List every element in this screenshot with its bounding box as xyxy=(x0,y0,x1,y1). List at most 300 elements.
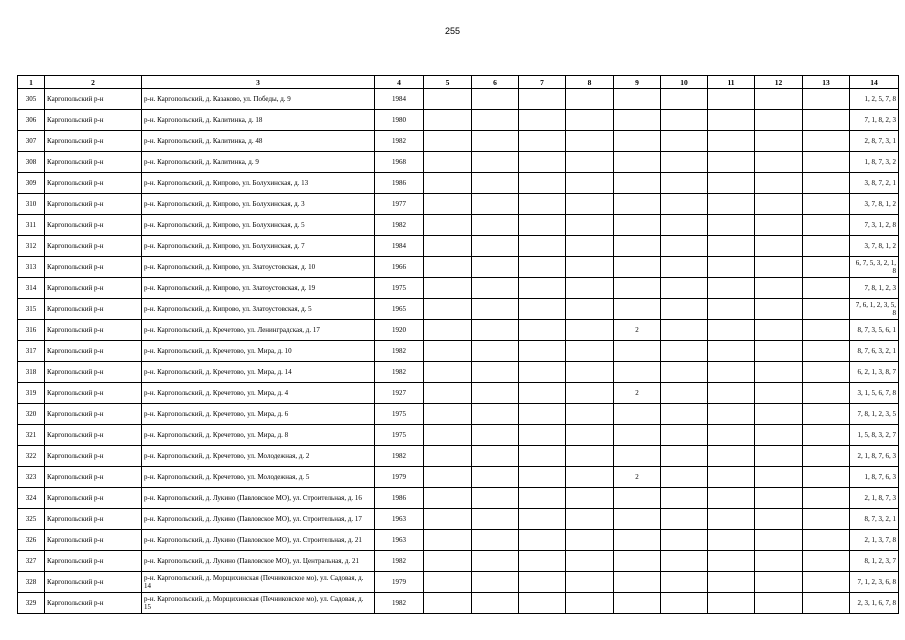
header-row xyxy=(18,76,899,89)
row-number-cell: 325 xyxy=(18,509,45,530)
empty-cell xyxy=(803,278,850,299)
empty-cell xyxy=(755,404,803,425)
empty-cell xyxy=(708,320,755,341)
district-cell: Каргопольский р-н xyxy=(45,404,142,425)
column-14-cell: 7, 3, 1, 2, 8 xyxy=(850,215,899,236)
empty-cell xyxy=(803,152,850,173)
column-9-cell xyxy=(614,173,661,194)
address-cell: р-н. Каргопольский, д. Кипрово, ул. Златоустовская, д. 10 xyxy=(142,257,375,278)
empty-cell xyxy=(803,173,850,194)
column-9-cell xyxy=(614,236,661,257)
empty-cell xyxy=(755,362,803,383)
empty-cell xyxy=(424,299,472,320)
empty-cell xyxy=(519,530,566,551)
empty-cell xyxy=(708,341,755,362)
empty-cell xyxy=(472,236,519,257)
empty-cell xyxy=(472,488,519,509)
empty-cell xyxy=(566,362,614,383)
empty-cell xyxy=(661,257,708,278)
empty-cell xyxy=(472,530,519,551)
year-cell: 1980 xyxy=(375,110,424,131)
empty-cell xyxy=(519,509,566,530)
row-number-cell: 309 xyxy=(18,173,45,194)
year-cell: 1965 xyxy=(375,299,424,320)
district-cell: Каргопольский р-н xyxy=(45,278,142,299)
empty-cell xyxy=(803,383,850,404)
year-cell: 1982 xyxy=(375,341,424,362)
empty-cell xyxy=(755,215,803,236)
district-cell: Каргопольский р-н xyxy=(45,320,142,341)
empty-cell xyxy=(708,551,755,572)
table-row xyxy=(18,551,899,572)
year-cell: 1984 xyxy=(375,236,424,257)
empty-cell xyxy=(803,257,850,278)
district-cell: Каргопольский р-н xyxy=(45,509,142,530)
empty-cell xyxy=(519,467,566,488)
empty-cell xyxy=(472,152,519,173)
empty-cell xyxy=(755,551,803,572)
year-cell: 1982 xyxy=(375,215,424,236)
empty-cell xyxy=(755,194,803,215)
empty-cell xyxy=(472,299,519,320)
address-cell: р-н. Каргопольский, д. Кречетово, ул. Ленинградская, д. 17 xyxy=(142,320,375,341)
empty-cell xyxy=(755,383,803,404)
empty-cell xyxy=(424,572,472,593)
empty-cell xyxy=(472,341,519,362)
district-cell: Каргопольский р-н xyxy=(45,152,142,173)
column-14-cell: 7, 1, 8, 2, 3 xyxy=(850,110,899,131)
address-cell: р-н. Каргопольский, д. Кречетово, ул. Мира, д. 8 xyxy=(142,425,375,446)
column-9-cell xyxy=(614,446,661,467)
column-header: 7 xyxy=(519,76,566,89)
empty-cell xyxy=(472,572,519,593)
empty-cell xyxy=(755,320,803,341)
empty-cell xyxy=(661,530,708,551)
empty-cell xyxy=(803,530,850,551)
empty-cell xyxy=(519,152,566,173)
empty-cell xyxy=(803,593,850,614)
column-14-cell: 7, 6, 1, 2, 3, 5, 8 xyxy=(850,299,899,320)
empty-cell xyxy=(755,278,803,299)
table-row xyxy=(18,299,899,320)
row-number-cell: 312 xyxy=(18,236,45,257)
empty-cell xyxy=(755,509,803,530)
empty-cell xyxy=(661,299,708,320)
empty-cell xyxy=(424,551,472,572)
empty-cell xyxy=(566,278,614,299)
column-14-cell: 1, 2, 5, 7, 8 xyxy=(850,89,899,110)
column-header: 5 xyxy=(424,76,472,89)
table-row xyxy=(18,404,899,425)
empty-cell xyxy=(803,425,850,446)
column-9-cell: 2 xyxy=(614,467,661,488)
empty-cell xyxy=(566,236,614,257)
empty-cell xyxy=(708,446,755,467)
empty-cell xyxy=(803,194,850,215)
table-row xyxy=(18,530,899,551)
empty-cell xyxy=(755,572,803,593)
empty-cell xyxy=(708,404,755,425)
empty-cell xyxy=(566,89,614,110)
year-cell: 1982 xyxy=(375,446,424,467)
empty-cell xyxy=(708,278,755,299)
row-number-cell: 311 xyxy=(18,215,45,236)
empty-cell xyxy=(566,593,614,614)
table-row xyxy=(18,110,899,131)
year-cell: 1986 xyxy=(375,488,424,509)
empty-cell xyxy=(424,152,472,173)
column-header: 6 xyxy=(472,76,519,89)
empty-cell xyxy=(708,299,755,320)
address-cell: р-н. Каргопольский, д. Кречетово, ул. Молодежная, д. 2 xyxy=(142,446,375,467)
empty-cell xyxy=(803,341,850,362)
empty-cell xyxy=(519,110,566,131)
empty-cell xyxy=(566,320,614,341)
empty-cell xyxy=(472,89,519,110)
row-number-cell: 307 xyxy=(18,131,45,152)
register-table xyxy=(17,75,899,614)
empty-cell xyxy=(519,215,566,236)
empty-cell xyxy=(661,383,708,404)
empty-cell xyxy=(424,467,472,488)
address-cell: р-н. Каргопольский, д. Кречетово, ул. Мира, д. 4 xyxy=(142,383,375,404)
empty-cell xyxy=(519,551,566,572)
empty-cell xyxy=(755,110,803,131)
empty-cell xyxy=(519,299,566,320)
column-header: 11 xyxy=(708,76,755,89)
empty-cell xyxy=(566,257,614,278)
empty-cell xyxy=(472,131,519,152)
year-cell: 1984 xyxy=(375,89,424,110)
empty-cell xyxy=(424,215,472,236)
column-header: 4 xyxy=(375,76,424,89)
column-14-cell: 8, 7, 3, 2, 1 xyxy=(850,509,899,530)
column-9-cell: 2 xyxy=(614,383,661,404)
empty-cell xyxy=(472,278,519,299)
empty-cell xyxy=(566,488,614,509)
table-row xyxy=(18,131,899,152)
year-cell: 1968 xyxy=(375,152,424,173)
address-cell: р-н. Каргопольский, д. Кипрово, ул. Златоустовская, д. 5 xyxy=(142,299,375,320)
empty-cell xyxy=(803,320,850,341)
column-header: 8 xyxy=(566,76,614,89)
column-9-cell: 2 xyxy=(614,320,661,341)
column-14-cell: 1, 8, 7, 3, 2 xyxy=(850,152,899,173)
empty-cell xyxy=(519,593,566,614)
column-9-cell xyxy=(614,89,661,110)
address-cell: р-н. Каргопольский, д. Морщихинская (Печниковское мо), ул. Садовая, д. 14 xyxy=(142,572,375,593)
table-row xyxy=(18,173,899,194)
column-header: 9 xyxy=(614,76,661,89)
table-row xyxy=(18,215,899,236)
empty-cell xyxy=(566,404,614,425)
district-cell: Каргопольский р-н xyxy=(45,488,142,509)
empty-cell xyxy=(424,89,472,110)
empty-cell xyxy=(472,551,519,572)
empty-cell xyxy=(661,89,708,110)
address-cell: р-н. Каргопольский, д. Лукино (Павловское МО), ул. Строительная, д. 17 xyxy=(142,509,375,530)
address-cell: р-н. Каргопольский, д. Лукино (Павловское МО), ул. Строительная, д. 16 xyxy=(142,488,375,509)
empty-cell xyxy=(519,89,566,110)
empty-cell xyxy=(566,299,614,320)
table-row xyxy=(18,89,899,110)
empty-cell xyxy=(424,530,472,551)
row-number-cell: 316 xyxy=(18,320,45,341)
empty-cell xyxy=(803,572,850,593)
empty-cell xyxy=(566,383,614,404)
empty-cell xyxy=(755,173,803,194)
page-number: 255 xyxy=(444,26,461,36)
empty-cell xyxy=(661,194,708,215)
address-cell: р-н. Каргопольский, д. Казаково, ул. Победы, д. 9 xyxy=(142,89,375,110)
empty-cell xyxy=(661,404,708,425)
empty-cell xyxy=(661,152,708,173)
table-body xyxy=(18,89,899,614)
row-number-cell: 310 xyxy=(18,194,45,215)
empty-cell xyxy=(519,257,566,278)
empty-cell xyxy=(519,404,566,425)
district-cell: Каргопольский р-н xyxy=(45,257,142,278)
column-14-cell: 6, 7, 5, 3, 2, 1, 8 xyxy=(850,257,899,278)
column-14-cell: 8, 1, 2, 3, 7 xyxy=(850,551,899,572)
empty-cell xyxy=(424,425,472,446)
column-9-cell xyxy=(614,257,661,278)
address-cell: р-н. Каргопольский, д. Кипрово, ул. Болухинская, д. 3 xyxy=(142,194,375,215)
empty-cell xyxy=(566,509,614,530)
row-number-cell: 319 xyxy=(18,383,45,404)
column-9-cell xyxy=(614,362,661,383)
empty-cell xyxy=(803,404,850,425)
district-cell: Каргопольский р-н xyxy=(45,593,142,614)
district-cell: Каргопольский р-н xyxy=(45,383,142,404)
column-9-cell xyxy=(614,110,661,131)
column-9-cell xyxy=(614,509,661,530)
empty-cell xyxy=(472,509,519,530)
empty-cell xyxy=(755,488,803,509)
address-cell: р-н. Каргопольский, д. Лукино (Павловское МО), ул. Строительная, д. 21 xyxy=(142,530,375,551)
column-14-cell: 7, 8, 1, 2, 3 xyxy=(850,278,899,299)
column-header: 3 xyxy=(142,76,375,89)
empty-cell xyxy=(519,488,566,509)
empty-cell xyxy=(519,446,566,467)
table-row xyxy=(18,446,899,467)
table-row xyxy=(18,572,899,593)
empty-cell xyxy=(755,152,803,173)
empty-cell xyxy=(472,362,519,383)
column-9-cell xyxy=(614,530,661,551)
empty-cell xyxy=(708,257,755,278)
row-number-cell: 321 xyxy=(18,425,45,446)
district-cell: Каргопольский р-н xyxy=(45,425,142,446)
empty-cell xyxy=(566,467,614,488)
empty-cell xyxy=(519,383,566,404)
empty-cell xyxy=(661,236,708,257)
district-cell: Каргопольский р-н xyxy=(45,110,142,131)
district-cell: Каргопольский р-н xyxy=(45,551,142,572)
empty-cell xyxy=(755,257,803,278)
empty-cell xyxy=(708,530,755,551)
empty-cell xyxy=(708,425,755,446)
table-row xyxy=(18,467,899,488)
year-cell: 1966 xyxy=(375,257,424,278)
column-9-cell xyxy=(614,278,661,299)
empty-cell xyxy=(755,131,803,152)
row-number-cell: 314 xyxy=(18,278,45,299)
empty-cell xyxy=(661,572,708,593)
empty-cell xyxy=(661,425,708,446)
empty-cell xyxy=(424,194,472,215)
empty-cell xyxy=(519,572,566,593)
empty-cell xyxy=(708,110,755,131)
year-cell: 1963 xyxy=(375,509,424,530)
column-9-cell xyxy=(614,488,661,509)
district-cell: Каргопольский р-н xyxy=(45,446,142,467)
column-14-cell: 2, 8, 7, 3, 1 xyxy=(850,131,899,152)
table-row xyxy=(18,236,899,257)
empty-cell xyxy=(472,257,519,278)
address-cell: р-н. Каргопольский, д. Калитинка, д. 48 xyxy=(142,131,375,152)
column-14-cell: 3, 1, 5, 6, 7, 8 xyxy=(850,383,899,404)
row-number-cell: 315 xyxy=(18,299,45,320)
column-header: 2 xyxy=(45,76,142,89)
empty-cell xyxy=(566,572,614,593)
empty-cell xyxy=(755,446,803,467)
row-number-cell: 306 xyxy=(18,110,45,131)
empty-cell xyxy=(472,593,519,614)
empty-cell xyxy=(708,488,755,509)
empty-cell xyxy=(566,425,614,446)
column-9-cell xyxy=(614,572,661,593)
empty-cell xyxy=(566,215,614,236)
year-cell: 1982 xyxy=(375,593,424,614)
empty-cell xyxy=(708,362,755,383)
empty-cell xyxy=(424,320,472,341)
address-cell: р-н. Каргопольский, д. Кипрово, ул. Златоустовская, д. 19 xyxy=(142,278,375,299)
row-number-cell: 320 xyxy=(18,404,45,425)
empty-cell xyxy=(803,89,850,110)
empty-cell xyxy=(661,362,708,383)
empty-cell xyxy=(424,110,472,131)
table-row xyxy=(18,152,899,173)
empty-cell xyxy=(519,341,566,362)
table-row xyxy=(18,341,899,362)
empty-cell xyxy=(803,467,850,488)
row-number-cell: 326 xyxy=(18,530,45,551)
row-number-cell: 327 xyxy=(18,551,45,572)
empty-cell xyxy=(472,194,519,215)
empty-cell xyxy=(661,320,708,341)
column-14-cell: 3, 7, 8, 1, 2 xyxy=(850,236,899,257)
empty-cell xyxy=(519,362,566,383)
empty-cell xyxy=(472,110,519,131)
empty-cell xyxy=(708,236,755,257)
empty-cell xyxy=(519,425,566,446)
empty-cell xyxy=(803,362,850,383)
empty-cell xyxy=(661,551,708,572)
empty-cell xyxy=(708,509,755,530)
address-cell: р-н. Каргопольский, д. Кречетово, ул. Мира, д. 6 xyxy=(142,404,375,425)
table-header xyxy=(18,76,899,89)
column-9-cell xyxy=(614,425,661,446)
address-cell: р-н. Каргопольский, д. Кипрово, ул. Болухинская, д. 5 xyxy=(142,215,375,236)
row-number-cell: 329 xyxy=(18,593,45,614)
empty-cell xyxy=(708,194,755,215)
empty-cell xyxy=(424,341,472,362)
year-cell: 1982 xyxy=(375,362,424,383)
empty-cell xyxy=(708,572,755,593)
column-14-cell: 7, 8, 1, 2, 3, 5 xyxy=(850,404,899,425)
row-number-cell: 308 xyxy=(18,152,45,173)
empty-cell xyxy=(424,131,472,152)
empty-cell xyxy=(424,362,472,383)
column-9-cell xyxy=(614,215,661,236)
empty-cell xyxy=(472,320,519,341)
empty-cell xyxy=(661,341,708,362)
year-cell: 1979 xyxy=(375,467,424,488)
empty-cell xyxy=(755,530,803,551)
address-cell: р-н. Каргопольский, д. Кречетово, ул. Мира, д. 10 xyxy=(142,341,375,362)
empty-cell xyxy=(566,530,614,551)
empty-cell xyxy=(472,425,519,446)
empty-cell xyxy=(755,236,803,257)
year-cell: 1975 xyxy=(375,425,424,446)
address-cell: р-н. Каргопольский, д. Кипрово, ул. Болухинская, д. 13 xyxy=(142,173,375,194)
row-number-cell: 313 xyxy=(18,257,45,278)
table-row xyxy=(18,278,899,299)
address-cell: р-н. Каргопольский, д. Калитинка, д. 18 xyxy=(142,110,375,131)
column-9-cell xyxy=(614,152,661,173)
address-cell: р-н. Каргопольский, д. Кречетово, ул. Молодежная, д. 5 xyxy=(142,467,375,488)
empty-cell xyxy=(708,215,755,236)
empty-cell xyxy=(755,593,803,614)
empty-cell xyxy=(708,593,755,614)
year-cell: 1975 xyxy=(375,404,424,425)
empty-cell xyxy=(661,110,708,131)
row-number-cell: 323 xyxy=(18,467,45,488)
table-row xyxy=(18,320,899,341)
empty-cell xyxy=(566,110,614,131)
empty-cell xyxy=(661,173,708,194)
year-cell: 1977 xyxy=(375,194,424,215)
column-header: 10 xyxy=(661,76,708,89)
column-9-cell xyxy=(614,131,661,152)
row-number-cell: 328 xyxy=(18,572,45,593)
address-cell: р-н. Каргопольский, д. Кипрово, ул. Болухинская, д. 7 xyxy=(142,236,375,257)
empty-cell xyxy=(424,236,472,257)
empty-cell xyxy=(472,446,519,467)
empty-cell xyxy=(803,215,850,236)
empty-cell xyxy=(472,383,519,404)
empty-cell xyxy=(755,299,803,320)
table-row xyxy=(18,425,899,446)
empty-cell xyxy=(803,110,850,131)
empty-cell xyxy=(755,425,803,446)
address-cell: р-н. Каргопольский, д. Кречетово, ул. Мира, д. 14 xyxy=(142,362,375,383)
empty-cell xyxy=(566,194,614,215)
empty-cell xyxy=(424,446,472,467)
row-number-cell: 324 xyxy=(18,488,45,509)
year-cell: 1927 xyxy=(375,383,424,404)
district-cell: Каргопольский р-н xyxy=(45,530,142,551)
empty-cell xyxy=(708,383,755,404)
column-header: 1 xyxy=(18,76,45,89)
empty-cell xyxy=(661,278,708,299)
empty-cell xyxy=(424,509,472,530)
empty-cell xyxy=(424,383,472,404)
empty-cell xyxy=(803,509,850,530)
empty-cell xyxy=(708,131,755,152)
empty-cell xyxy=(519,236,566,257)
